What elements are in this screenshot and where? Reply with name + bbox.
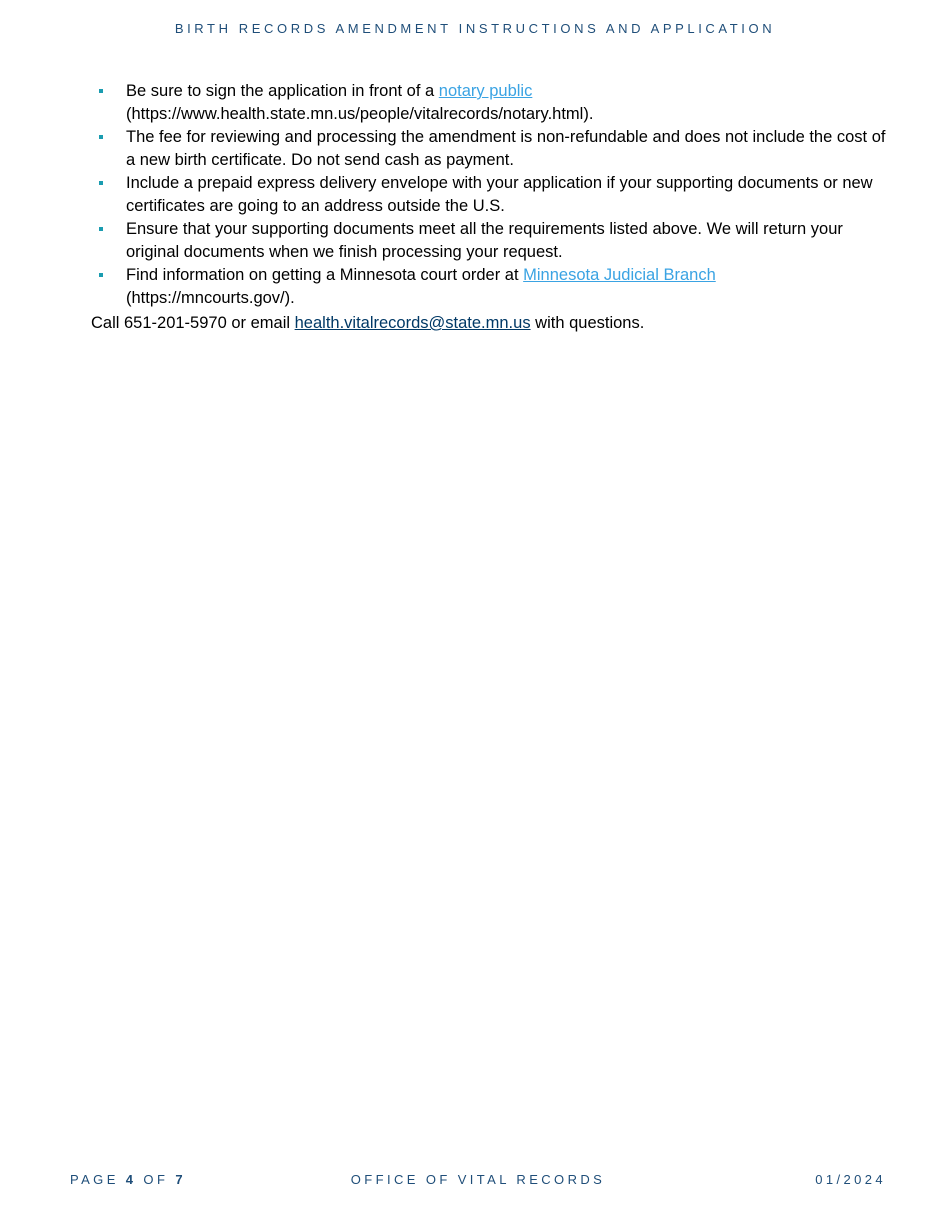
instruction-list bbox=[91, 80, 891, 310]
minnesota-judicial-branch-link[interactable]: Minnesota Judicial Branch bbox=[523, 266, 716, 284]
list-item bbox=[91, 80, 891, 126]
page-current: 4 bbox=[125, 1172, 137, 1187]
notary-public-link[interactable]: notary public bbox=[438, 82, 533, 100]
office-name: OFFICE OF VITAL RECORDS bbox=[350, 1172, 606, 1187]
list-item-text: Ensure that your supporting documents meet all the requirements listed above. We will return your original documents when we finish processing your request. bbox=[126, 220, 843, 261]
list-item-text: Be sure to sign the application in front of a bbox=[126, 82, 439, 100]
bullet-icon bbox=[99, 227, 103, 231]
bullet-icon bbox=[99, 135, 103, 139]
contact-text-end: with questions. bbox=[530, 314, 645, 332]
list-item-text: Find information on getting a Minnesota court order at bbox=[126, 266, 524, 284]
list-item-text: Include a prepaid express delivery envelope with your application if your supporting documents or new certificates are going to an address outside the U.S. bbox=[126, 174, 873, 215]
bullet-icon bbox=[99, 89, 103, 93]
list-item-text: The fee for reviewing and processing the amendment is non-refundable and does not include the cost of a new birth certificate. Do not send cash as payment. bbox=[126, 128, 886, 169]
page-total: 7 bbox=[175, 1172, 186, 1187]
contact-paragraph bbox=[91, 312, 891, 335]
document-body bbox=[91, 80, 891, 335]
page-label: PAGE bbox=[70, 1172, 126, 1187]
revision-date: 01/2024 bbox=[815, 1172, 886, 1187]
of-label: OF bbox=[136, 1172, 176, 1187]
vital-records-email-link[interactable]: health.vitalrecords@state.mn.us bbox=[294, 314, 531, 332]
notary-url-text: (https://www.health.state.mn.us/people/vitalrecords/notary.html). bbox=[126, 105, 594, 123]
bullet-icon bbox=[99, 273, 103, 277]
list-item bbox=[91, 218, 891, 264]
list-item bbox=[91, 172, 891, 218]
list-item bbox=[91, 126, 891, 172]
running-header: BIRTH RECORDS AMENDMENT INSTRUCTIONS AND APPLICATION bbox=[174, 21, 776, 36]
list-item bbox=[91, 264, 891, 310]
courts-url-text: (https://mncourts.gov/). bbox=[126, 289, 295, 307]
bullet-icon bbox=[99, 181, 103, 185]
contact-text: Call 651-201-5970 or email bbox=[91, 314, 295, 332]
